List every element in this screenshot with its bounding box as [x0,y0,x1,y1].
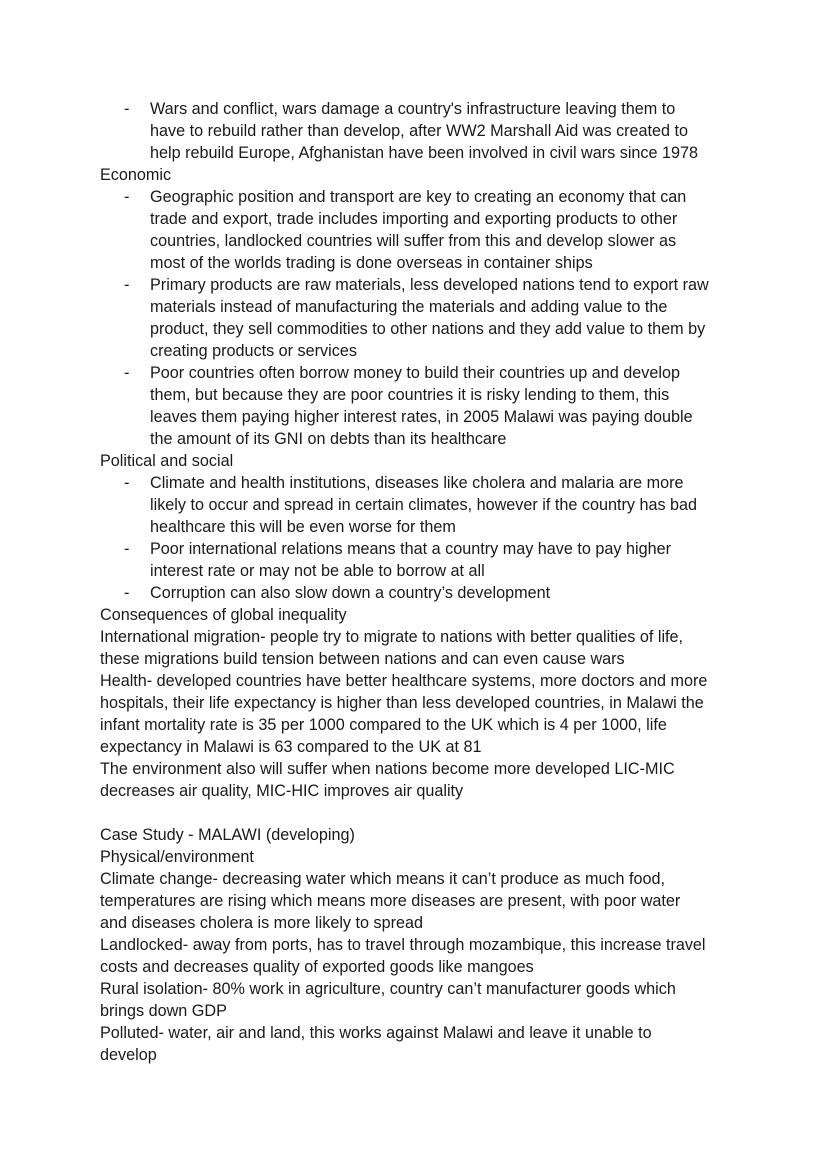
bullet-text: Corruption can also slow down a country’s development [150,584,551,602]
bullet-text: Geographic position and transport are key to creating an economy that can trade and export, trade includes importing and exporting products to other countries, landlocked countries will suffer from this and develop slower as most of the worlds trading is done overseas in container ships [150,188,687,272]
paragraph: Rural isolation- 80% work in agriculture, country can’t manufacturer goods which brings down GDP [100,980,676,1020]
bullet-item [100,472,740,538]
bullet-text: Climate and health institutions, diseases like cholera and malaria are more likely to occur and spread in certain climates, however if the country has bad healthcare this will be even worse for them [150,474,698,536]
bullet-dash: - [124,540,130,558]
bullet-item [100,186,740,274]
bullet-dash: - [124,188,130,206]
bullet-dash: - [124,364,130,382]
bullet-item [100,582,740,604]
paragraph: Polluted- water, air and land, this works against Malawi and leave it unable to develop [100,1024,652,1064]
bullet-text: Poor international relations means that a country may have to pay higher interest rate or may not be able to borrow at all [150,540,671,580]
bullet-dash: - [124,474,130,492]
bullet-item [100,274,740,362]
section-heading-political: Political and social [100,452,234,470]
bullet-item [100,98,740,164]
bullet-text: Primary products are raw materials, less developed nations tend to export raw materials instead of manufacturing the materials and adding value to the product, they sell commodities to other nations and they add value to them by creating products or services [150,276,709,360]
bullet-dash: - [124,276,130,294]
bullet-text: Poor countries often borrow money to build their countries up and develop them, but because they are poor countries it is risky lending to them, this leaves them paying higher interest rates, in 2005 Malawi was paying double the amount of its GNI on debts than its healthcare [150,364,693,448]
paragraph: Climate change- decreasing water which means it can’t produce as much food, temperatures are rising which means more diseases are present, with poor water and diseases cholera is more likely to spread [100,870,681,932]
bullet-dash: - [124,100,130,118]
section-heading-consequences: Consequences of global inequality [100,606,347,624]
paragraph: Landlocked- away from ports, has to travel through mozambique, this increase travel costs and decreases quality of exported goods like mangoes [100,936,706,976]
paragraph: The environment also will suffer when nations become more developed LIC-MIC decreases air quality, MIC-HIC improves air quality [100,760,675,800]
paragraph: International migration- people try to migrate to nations with better qualities of life, these migrations build tension between nations and can even cause wars [100,628,684,668]
section-heading-physical: Physical/environment [100,848,254,866]
bullet-text: Wars and conflict, wars damage a country's infrastructure leaving them to have to rebuild rather than develop, after WW2 Marshall Aid was created to help rebuild Europe, Afghanistan have been involved in civil wars since 1978 [150,100,699,162]
bullet-item [100,538,740,582]
bullet-item [100,362,740,450]
bullet-dash: - [124,584,130,602]
blank-line [100,802,740,824]
paragraph: Health- developed countries have better healthcare systems, more doctors and more hospitals, their life expectancy is higher than less developed countries, in Malawi the infant mortality rate is 35 per 1000 compared to the UK which is 4 per 1000, life expectancy in Malawi is 63 compared to the UK at 81 [100,672,708,756]
section-heading-economic: Economic [100,166,172,184]
document-page [100,98,740,1066]
case-study-heading: Case Study - MALAWI (developing) [100,826,355,844]
